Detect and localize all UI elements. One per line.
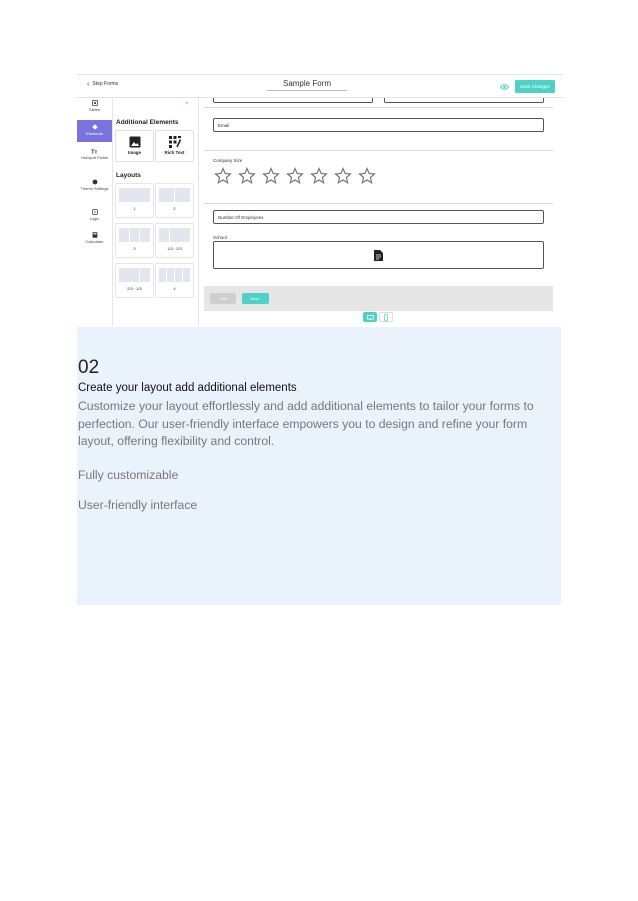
rail-item-hubspot-fields[interactable] xyxy=(77,148,112,170)
form-navigation xyxy=(204,286,553,311)
image-icon xyxy=(129,136,141,148)
section-description: Customize your layout effortlessly and add additional elements to tailor your forms to perfection. Our user-friendly interface empowers you to design and refine your form layout, offering flexibility and control. xyxy=(78,399,534,448)
star-icon[interactable] xyxy=(214,167,232,185)
company-size-section xyxy=(204,150,553,203)
layout-tile-2-3-1-3[interactable] xyxy=(115,263,154,298)
logic-icon xyxy=(92,209,98,215)
mobile-icon xyxy=(384,314,388,321)
layout-label: 2/3 : 1/3 xyxy=(127,286,142,291)
email-section xyxy=(204,107,553,150)
back-label: Step Forms xyxy=(92,81,119,87)
elements-icon xyxy=(92,124,98,130)
rail-label: Theme Settings xyxy=(80,186,109,191)
close-icon[interactable]: × xyxy=(185,101,189,107)
layout-label: 3 xyxy=(133,246,136,251)
rail-item-elements[interactable] xyxy=(77,120,112,142)
mobile-view-button[interactable] xyxy=(379,312,393,322)
element-tile-label: Rich Text xyxy=(164,150,185,155)
company-size-label: Company Size xyxy=(213,158,243,163)
partial-field-left[interactable] xyxy=(213,98,373,103)
prev-button[interactable]: ‹ Prev xyxy=(210,293,236,304)
layout-tile-2[interactable] xyxy=(155,183,194,218)
layout-label: 1 xyxy=(133,206,136,211)
layout-tile-1[interactable] xyxy=(115,183,154,218)
calculator-icon xyxy=(92,232,98,238)
star-icon[interactable] xyxy=(310,167,328,185)
rail-label: Calculator xyxy=(85,239,104,244)
element-tile-image[interactable] xyxy=(115,130,154,162)
element-tile-label: Image xyxy=(127,150,141,155)
document-icon xyxy=(374,250,383,261)
device-toggle xyxy=(363,312,393,322)
feature-section xyxy=(77,327,561,605)
rail-label: Slides xyxy=(89,107,100,112)
text-icon xyxy=(91,148,98,154)
palette-icon xyxy=(92,179,98,185)
element-tile-rich-text[interactable] xyxy=(155,130,194,162)
next-label: Next xyxy=(250,296,259,301)
rail-item-theme-settings[interactable] xyxy=(77,179,112,201)
prev-label: Prev xyxy=(220,296,229,301)
preview-button[interactable] xyxy=(494,80,514,93)
app-screenshot xyxy=(77,74,563,326)
layout-label: 1/3 : 2/3 xyxy=(167,246,182,251)
slides-icon xyxy=(92,100,98,106)
star-icon[interactable] xyxy=(334,167,352,185)
rail-item-calculator[interactable] xyxy=(77,232,112,248)
star-icon[interactable] xyxy=(358,167,376,185)
rail-item-slides[interactable] xyxy=(77,100,112,118)
rail-label: Elements xyxy=(86,131,103,136)
eye-icon xyxy=(500,84,509,90)
feature-item: User-friendly interface xyxy=(78,498,198,512)
step-number: 02 xyxy=(78,357,100,378)
layout-tile-1-3-2-3[interactable] xyxy=(155,223,194,258)
rich-text-icon xyxy=(169,136,181,148)
layout-tile-4[interactable] xyxy=(155,263,194,298)
rail-label: Hubspot Fields xyxy=(81,155,108,160)
star-rating[interactable] xyxy=(214,167,376,185)
top-bar xyxy=(77,75,563,98)
desktop-view-button[interactable] xyxy=(363,312,377,322)
rail-label: Logic xyxy=(89,216,100,221)
employees-school-section xyxy=(204,203,553,287)
number-of-employees-field[interactable]: Number Of Employees xyxy=(213,210,544,224)
school-file-field[interactable] xyxy=(213,241,544,269)
star-icon[interactable] xyxy=(262,167,280,185)
svg-text:Tт: Tт xyxy=(91,149,98,154)
email-field[interactable]: Email xyxy=(213,118,544,132)
section-heading: Create your layout add additional elements xyxy=(78,382,297,394)
back-button[interactable] xyxy=(87,81,118,87)
school-label: School xyxy=(213,235,227,240)
desktop-icon xyxy=(367,315,374,320)
star-icon[interactable] xyxy=(286,167,304,185)
partial-field-right[interactable] xyxy=(384,98,544,103)
elements-panel xyxy=(113,98,199,326)
layouts-heading: Layouts xyxy=(116,172,141,179)
form-canvas xyxy=(204,98,553,311)
feature-item: Fully customizable xyxy=(78,468,179,482)
additional-elements-heading: Additional Elements xyxy=(116,119,179,126)
layout-label: 2 xyxy=(173,206,176,211)
chevron-left-icon: ‹ xyxy=(87,80,90,88)
rail-item-logic[interactable] xyxy=(77,209,112,225)
layout-label: 4 xyxy=(173,286,176,291)
star-icon[interactable] xyxy=(238,167,256,185)
form-title[interactable]: Sample Form xyxy=(267,79,347,91)
next-button[interactable]: Next › xyxy=(242,293,269,304)
icon-rail xyxy=(77,98,113,326)
save-changes-button[interactable]: Save Changes xyxy=(515,80,555,93)
layout-tile-3[interactable] xyxy=(115,223,154,258)
